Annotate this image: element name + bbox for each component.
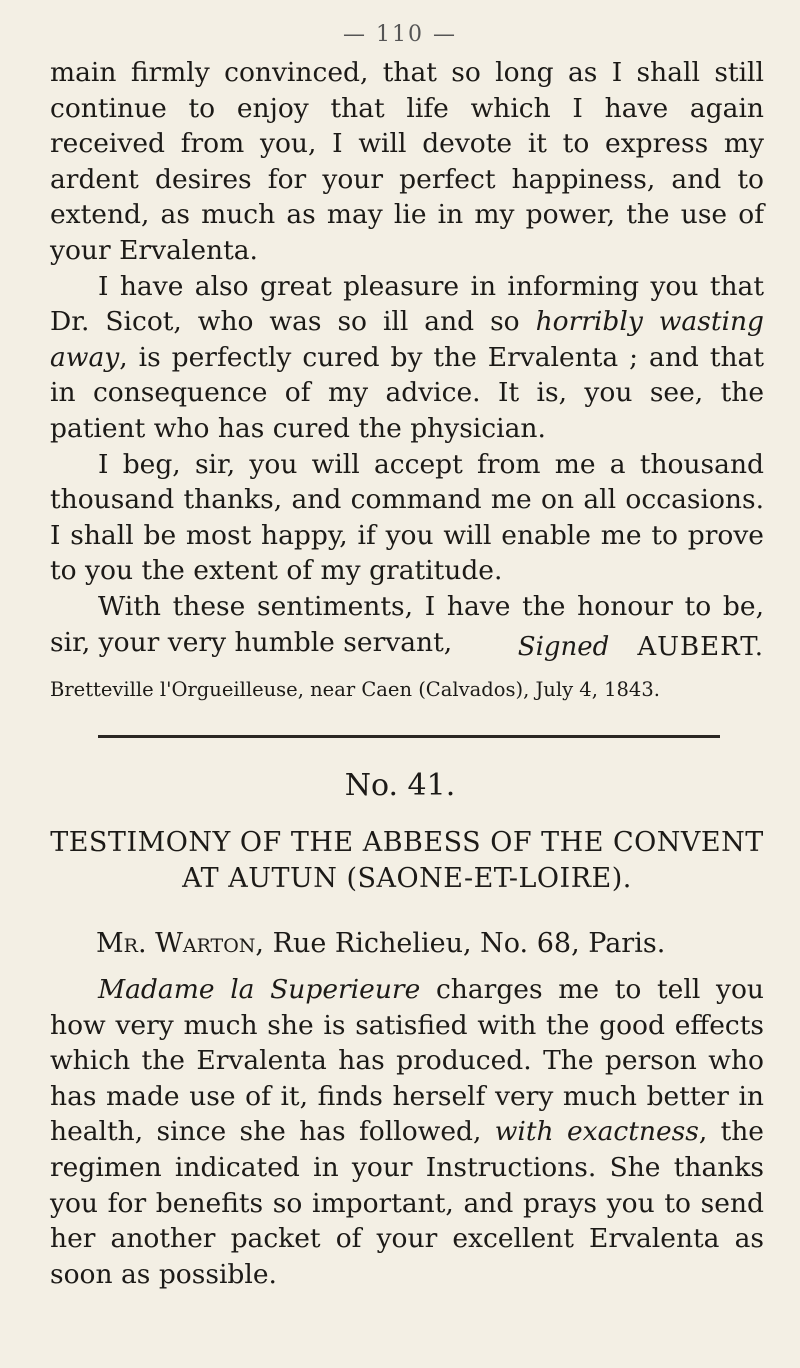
emphasis-text: horribly wasting away <box>50 306 764 373</box>
dateline: Bretteville l'Orgueilleuse, near Caen (Calvados), July 4, 1843. <box>50 678 660 701</box>
paragraph-continuation: main firmly convinced, that so long as I shall still continue to enjoy that life which I have again received from you, I will devote it to express my ardent desires for your perfect happiness, and to extend, as much as may lie in my power, the use of your Ervalenta. <box>50 57 764 266</box>
signature <box>518 632 764 662</box>
testimony-number: No. 41. <box>344 768 456 803</box>
addressee-address: Rue Richelieu, No. 68, Paris. <box>264 928 666 959</box>
heading-line-2: AT AUTUN (SAONE-ET-LOIRE). <box>182 863 632 894</box>
paragraph-thanks: I beg, sir, you will accept from me a thousand thousand thanks, and command me on all occasions. I shall be most happy, if you will enable me to prove to you the extent of my gratitude. <box>50 448 764 587</box>
section-divider <box>98 735 720 738</box>
heading-line-1: TESTIMONY OF THE ABBESS OF THE CONVENT <box>50 827 764 858</box>
testimony-body <box>50 972 764 1292</box>
page-number: — 110 — <box>343 22 457 47</box>
letter-body <box>50 55 764 660</box>
paragraph-closing: With these sentiments, I have the honour to be, sir, your very humble servant, <box>50 590 764 658</box>
emphasis-text: with exactness <box>494 1116 699 1148</box>
addressee <box>96 928 665 959</box>
paragraph-dr-sicot: I have also great pleasure in informing you that Dr. Sicot, who was so ill and so horribly wasting away, is perfectly cured by the Ervalenta ; and that in consequence of my advice. It is, you see, the patient who has cured the physician. <box>50 270 764 444</box>
signed-label: Signed <box>517 632 610 662</box>
addressee-name: Mr. Warton, <box>96 928 265 959</box>
madame-label: Madame la Superieure <box>98 974 421 1005</box>
testimony-paragraph: Madame la Superieure charges me to tell you how very much she is satisfied with the good effects which the Ervalenta has produced. The person who has made use of it, finds herself very much better in health, since she has followed, with exactness, the regimen indicated in your Instructions. She thanks you for benefits so important, and prays you to send her another packet of your excellent Ervalenta as soon as possible. <box>50 974 764 1290</box>
testimony-heading <box>50 825 764 897</box>
signer-name: AUBERT. <box>637 632 764 662</box>
